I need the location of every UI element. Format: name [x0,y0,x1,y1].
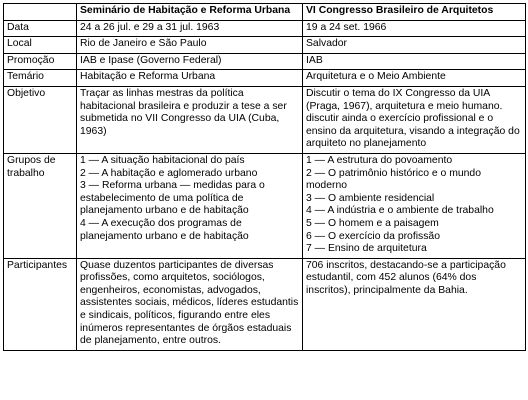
row-label: Objetivo [4,86,77,153]
cell-line: IAB [306,54,323,66]
cell-congresso [303,20,526,37]
cell-line: 2 — O patrimônio histórico e o mundo moderno [306,167,481,192]
cell-line: 5 — O homem e a paisagem [306,217,439,229]
cell-line: IAB e Ipase (Governo Federal) [80,54,222,66]
header-congresso: VI Congresso Brasileiro de Arquitetos [303,4,526,21]
cell-line: Quase duzentos participantes de diversas profissões, como arquitetos, sociólogos, engenheiros, economistas, advogados, assistentes sociais, médicos, líderes estudantis e sindicais, políticos, figurando entre eles inúmeros representantes de órgãos estaduais de planejamento, entre outros. [80,259,299,347]
cell-seminario [77,86,303,153]
table-body [4,20,526,350]
cell-line: Rio de Janeiro e São Paulo [80,38,207,50]
cell-line: Discutir o tema do IX Congresso da UIA (Praga, 1967), arquitetura e meio humano. discutir ainda o exercício profissional e o ensino da arquitetura, visando a integração do arquiteto no planejamento [306,87,520,150]
cell-congresso [303,37,526,54]
cell-line: 7 — Ensino de arquitetura [306,243,427,255]
table-row [4,53,526,70]
cell-congresso [303,53,526,70]
cell-line: 706 inscritos, destacando-se a participação estudantil, com 452 alunos (64% dos inscritos), principalmente da Bahia. [306,259,506,296]
row-label: Grupos de trabalho [4,153,77,258]
row-label: Data [4,20,77,37]
row-label: Local [4,37,77,54]
cell-seminario [77,37,303,54]
cell-line: 3 — Reforma urbana — medidas para o estabelecimento de uma política de planejamento urbano e de habitação [80,180,265,217]
cell-line: 6 — O exercício da profissão [306,230,440,242]
table-row [4,153,526,258]
cell-line: 24 a 26 jul. e 29 a 31 jul. 1963 [80,21,220,33]
row-label: Participantes [4,258,77,350]
cell-line: 2 — A habitação e aglomerado urbano [80,167,258,179]
cell-line: 1 — A situação habitacional do país [80,154,245,166]
table-row [4,20,526,37]
cell-congresso [303,86,526,153]
cell-line: 1 — A estrutura do povoamento [306,154,453,166]
table-row [4,37,526,54]
cell-seminario [77,20,303,37]
cell-line: 4 — A indústria e o ambiente de trabalho [306,205,494,217]
cell-seminario [77,53,303,70]
cell-congresso [303,153,526,258]
header-seminario: Seminário de Habitação e Reforma Urbana [77,4,303,21]
cell-congresso [303,70,526,87]
cell-line: 4 — A execução dos programas de planejamento urbano e de habitação [80,217,249,242]
header-corner-cell [4,4,77,21]
cell-congresso [303,258,526,350]
cell-line: Arquitetura e o Meio Ambiente [306,71,446,83]
cell-seminario [77,153,303,258]
table-row [4,86,526,153]
row-label: Promoção [4,53,77,70]
cell-line: Habitação e Reforma Urbana [80,71,216,83]
cell-seminario [77,258,303,350]
header-row [4,4,526,21]
comparison-table [3,3,526,351]
cell-line: Traçar as linhas mestras da política habitacional brasileira e produzir a tese a ser submetida no VII Congresso da UIA (Cuba, 1963) [80,87,287,137]
table-row [4,70,526,87]
cell-line: Salvador [306,38,348,50]
cell-seminario [77,70,303,87]
table-row [4,258,526,350]
cell-line: 3 — O ambiente residencial [306,192,435,204]
cell-line: 19 a 24 set. 1966 [306,21,387,33]
row-label: Temário [4,70,77,87]
